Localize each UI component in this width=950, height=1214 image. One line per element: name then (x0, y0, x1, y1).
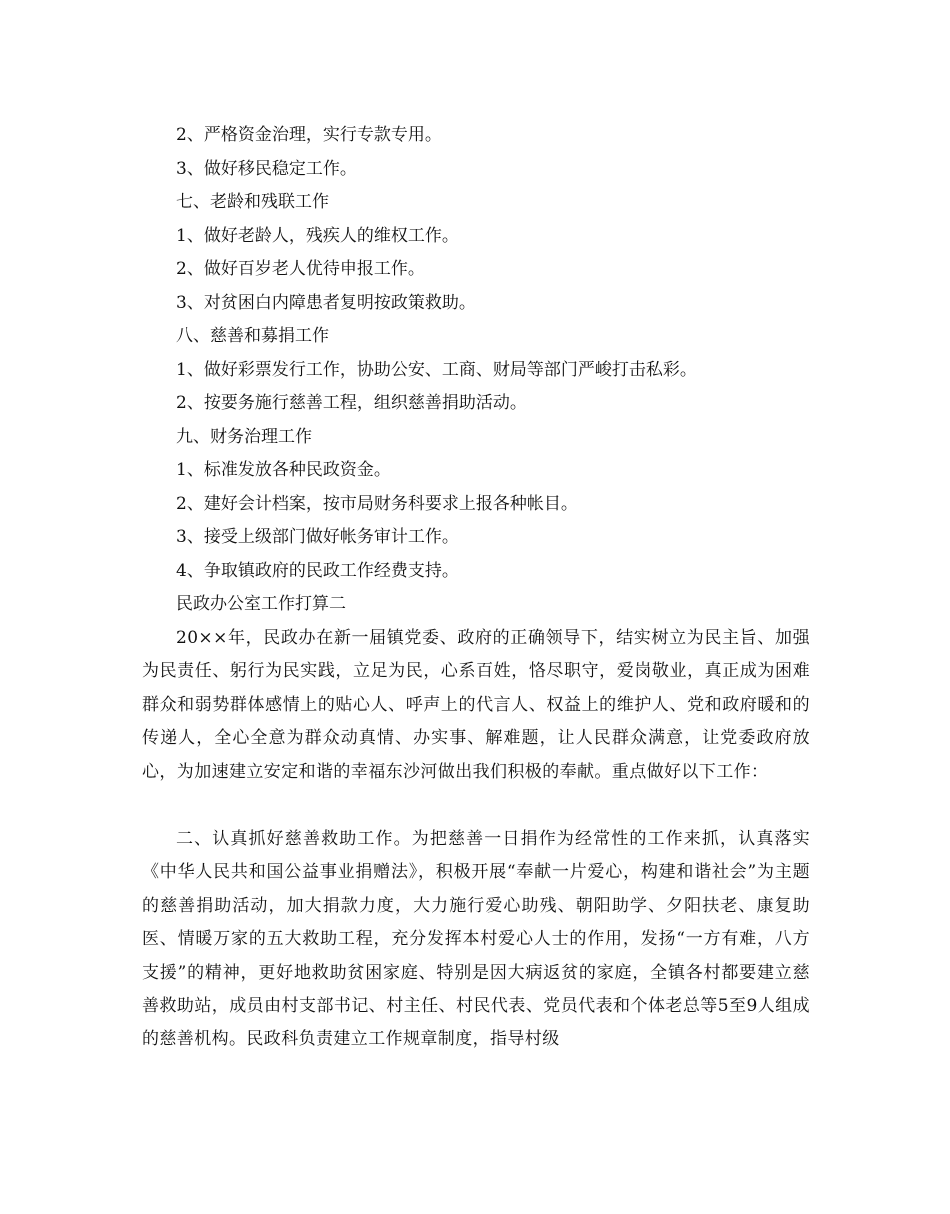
list-item: 1、做好彩票发行工作，协助公安、工商、财局等部门严峻打击私彩。 (176, 360, 697, 380)
list-item: 2、建好会计档案，按市局财务科要求上报各种帐目。 (176, 494, 578, 514)
body-paragraph: 二、认真抓好慈善救助工作。为把慈善一日捐作为经常性的工作来抓，认真落实《中华人民共和国公益事业捐赠法》，积极开展“奉献一片爱心，构建和谐社会”为主题的慈善捐助活动，加大捐款力度，大力施行爱心助残、朝阳助学、夕阳扶老、康复助医、情暖万家的五大救助工程，充分发挥本村爱心人士的作用，发扬“一方有难，八方支援”的精神，更好地救助贫困家庭、特别是因大病返贫的家庭，全镇各村都要建立慈善救助站，成员由村支部书记、村主任、村民代表、党员代表和个体老总等5至9人组成的慈善机构。民政科负责建立工作规章制度，指导村级 (142, 829, 810, 1050)
list-item: 3、做好移民稳定工作。 (176, 159, 357, 179)
list-item: 2、做好百岁老人优待申报工作。 (176, 259, 425, 279)
list-item: 3、对贫困白内障患者复明按政策救助。 (176, 293, 476, 313)
section-heading: 八、慈善和募捐工作 (176, 326, 329, 346)
list-item: 2、按要务施行慈善工程，组织慈善捐助活动。 (176, 393, 527, 413)
document-title: 民政办公室工作打算二 (176, 594, 346, 614)
section-heading: 七、老龄和残联工作 (176, 192, 329, 212)
body-paragraph: 20××年，民政办在新一届镇党委、政府的正确领导下，结实树立为民主旨、加强为民责任、躬行为民实践，立足为民，心系百姓，恪尽职守，爱岗敬业，真正成为困难群众和弱势群体感情上的贴心人、呼声上的代言人、权益上的维护人、党和政府暖和的传递人，全心全意为群众动真情、办实事、解难题，让人民群众满意，让党委政府放心，为加速建立安定和谐的幸福东沙河做出我们积极的奉献。重点做好以下工作： (142, 628, 810, 782)
list-item: 1、标准发放各种民政资金。 (176, 460, 391, 480)
list-item: 1、做好老龄人，残疾人的维权工作。 (176, 226, 459, 246)
list-item: 3、接受上级部门做好帐务审计工作。 (176, 527, 459, 547)
section-heading: 九、财务治理工作 (176, 427, 312, 447)
list-item: 4、争取镇政府的民政工作经费支持。 (176, 561, 459, 581)
list-item: 2、严格资金治理，实行专款专用。 (176, 125, 442, 145)
